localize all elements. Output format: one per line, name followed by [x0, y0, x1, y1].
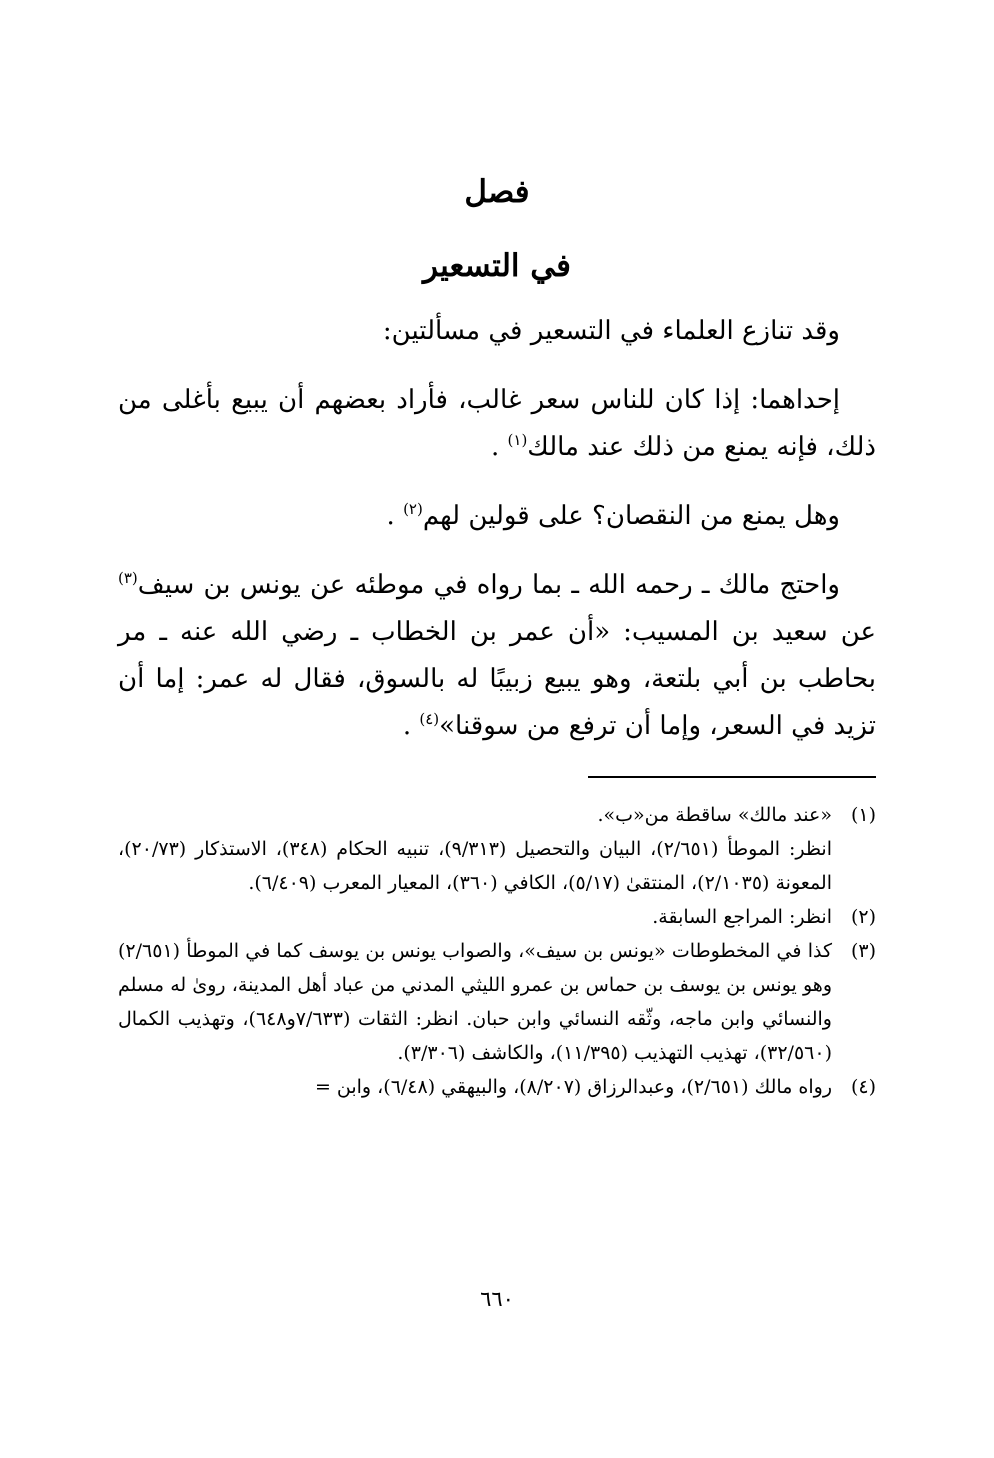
footnote-ref-2[interactable]: (٢): [403, 500, 423, 518]
paragraph-first-issue-text: إحداهما: إذا كان للناس سعر غالب، فأراد بعضهم أن يبيع بأغلى من ذلك، فإنه يمنع من ذلك عند مالك: [118, 385, 876, 462]
paragraph-intro: [118, 308, 876, 355]
section-title: فصل: [464, 174, 530, 210]
footnote-3-line-1: كذا في المخطوطات «يونس بن سيف»، والصواب يونس بن يوسف كما في الموطأ (٢/٦٥١) وهو يونس بن يوسف بن حماس بن عمرو الليثي المدني من عباد أهل المدينة، روىٰ له مسلم والنسائي وابن ماجه، وثّقه النسائي وابن حبان. انظر: الثقات (٧/٦٣٣و٦٤٨)، وتهذيب الكمال (٣٢/٥٦٠)، تهذيب التهذيب (١١/٣٩٥)، والكاشف (٣/٣٠٦).: [118, 940, 832, 1064]
footnote-2-body: [118, 900, 832, 934]
footnote-ref-3[interactable]: (٣): [118, 569, 138, 587]
footnote-3-body: [118, 934, 832, 1070]
footnote-4-line-1: رواه مالك (٢/٦٥١)، وعبدالرزاق (٨/٢٠٧)، والبيهقي (٦/٤٨)، وابن =: [314, 1076, 832, 1098]
paragraph-malik-argument-end: .: [402, 711, 412, 741]
section-subtitle: في التسعير: [423, 248, 571, 284]
footnote-3: [118, 934, 876, 1070]
footnote-3-number: (٣): [850, 940, 876, 962]
paragraph-intro-text: وقد تنازع العلماء في التسعير في مسألتين:: [382, 316, 840, 346]
book-page: [118, 160, 876, 1320]
footnote-4-body: [118, 1070, 832, 1104]
paragraph-malik-argument: [118, 562, 876, 750]
paragraph-second-issue-text: وهل يمنع من النقصان؟ على قولين لهم: [422, 501, 840, 531]
paragraph-malik-argument-text-2: عن سعيد بن المسيب: «أن عمر بن الخطاب ـ رضي الله عنه ـ مر بحاطب بن أبي بلتعة، وهو يبيع زبيبًا له بالسوق، فقال له عمر: إما أن تزيد في السعر، وإما أن ترفع من سوقنا»: [118, 617, 876, 741]
footnote-1: [118, 798, 876, 900]
footnote-1-line-2: انظر: الموطأ (٢/٦٥١)، البيان والتحصيل (٩/٣١٣)، تنبيه الحكام (٣٤٨)، الاستذكار (٢٠/٧٣)، المعونة (٢/١٠٣٥)، المنتقىٰ (٥/١٧)، الكافي (٣٦٠)، المعيار المعرب (٦/٤٠٩).: [118, 838, 832, 894]
footnote-2-line-1: انظر: المراجع السابقة.: [652, 906, 832, 928]
page-number: ٦٦٠: [480, 1287, 514, 1311]
paragraph-second-issue-end: .: [386, 501, 395, 531]
paragraph-first-issue-end: .: [490, 432, 500, 462]
footnote-ref-4[interactable]: (٤): [419, 710, 440, 728]
footnote-1-number: (١): [850, 804, 876, 826]
paragraph-first-issue: [118, 377, 876, 471]
paragraph-second-issue: [118, 493, 876, 540]
footnotes-section: [118, 798, 876, 1104]
footnote-divider: [588, 776, 876, 778]
footnote-ref-1[interactable]: (١): [507, 431, 528, 449]
footnote-2: [118, 900, 876, 934]
paragraph-malik-argument-text-1: واحتج مالك ـ رحمه الله ـ بما رواه في موطئه عن يونس بن سيف: [137, 570, 840, 600]
footnote-4: [118, 1070, 876, 1104]
footnote-4-number: (٤): [850, 1076, 876, 1098]
footnote-1-body: [118, 798, 832, 900]
footnote-1-line-1: «عند مالك» ساقطة من«ب».: [597, 804, 832, 826]
footnote-2-number: (٢): [850, 906, 876, 928]
